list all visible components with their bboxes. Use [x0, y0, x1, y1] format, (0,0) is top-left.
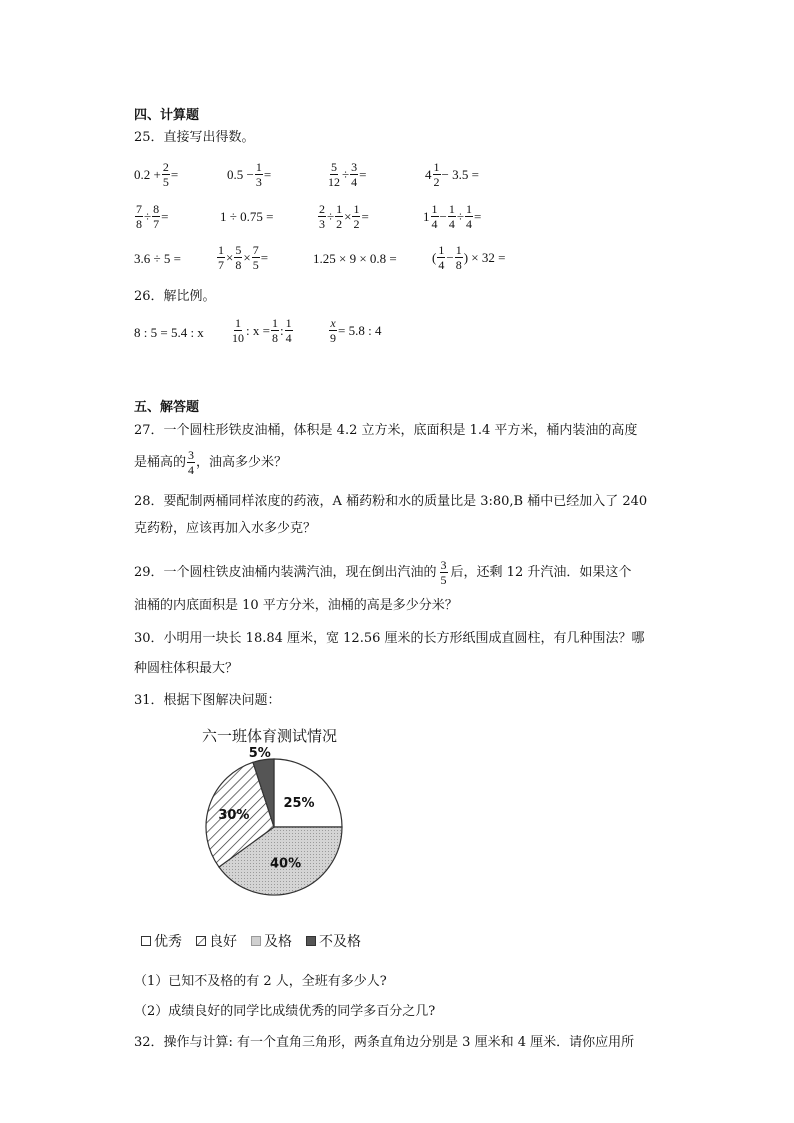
proportion-2: $\frac{1}{10}$ : x = $\frac{1}{8}$ : $\frac{1}{4}$	[232, 316, 292, 345]
expr-9: 3.6 ÷ 5 =	[134, 251, 181, 266]
section-4-title: 四、计算题	[134, 108, 200, 123]
pie-chart	[190, 740, 370, 910]
pie-label-fail: 5%	[248, 746, 271, 761]
legend-label-good: 良好	[209, 934, 237, 950]
question-31-sub-2: （2）成绩良好的同学比成绩优秀的同学多百分之几?	[134, 1004, 436, 1019]
legend-swatch-fail	[306, 936, 316, 946]
question-32: 32．操作与计算: 有一个直角三角形，两条直角边分别是 3 厘米和 4 厘米．请你应用所	[134, 1035, 635, 1050]
expr-12: ( $\frac{1}{4}$ − $\frac{1}{8}$ ) × 32 =	[432, 243, 506, 272]
expr-5: $\frac{7}{8}$ ÷ $\frac{8}{7}$ =	[136, 202, 169, 231]
chart-legend	[141, 931, 361, 951]
pie-label-good: 30%	[218, 807, 250, 823]
expr-8: 1 $\frac{1}{4}$ − $\frac{1}{4}$ ÷ $\frac{1}{4}$ =	[423, 202, 482, 231]
expr-2: 0.5 − $\frac{1}{3}$ =	[227, 160, 272, 189]
expr-3: $\frac{5}{12}$ ÷ $\frac{3}{4}$ =	[328, 160, 367, 189]
question-25: 25．直接写出得数。	[134, 130, 255, 145]
expr-11: 1.25 × 9 × 0.8 =	[313, 251, 397, 266]
question-28-line-2: 克药粉，应该再加入水多少克？	[134, 521, 317, 536]
legend-swatch-good	[196, 936, 206, 946]
legend-swatch-pass	[251, 936, 261, 946]
proportion-3: $\frac{x}{9}$ = 5.8 : 4	[330, 316, 382, 345]
question-31: 31．根据下图解决问题：	[134, 693, 281, 708]
legend-item-pass	[251, 931, 292, 951]
expr-6: 1 ÷ 0.75 =	[220, 209, 274, 224]
legend-item-good	[196, 931, 237, 951]
pie-label-pass: 40%	[269, 856, 302, 872]
legend-swatch-excellent	[141, 936, 151, 946]
expr-10: $\frac{1}{7}$ × $\frac{5}{8}$ × $\frac{7}{5}$ =	[218, 243, 269, 272]
expr-4: 4 $\frac{1}{2}$ − 3.5 =	[425, 160, 479, 189]
expr-7: $\frac{2}{3}$ ÷ $\frac{1}{2}$ × $\frac{1}{2}$ =	[319, 202, 369, 231]
chart-title: 六一班体育测试情况	[202, 727, 338, 745]
legend-label-fail: 不及格	[319, 934, 361, 950]
legend-item-excellent	[141, 931, 182, 951]
proportion-1: 8 : 5 = 5.4 : x	[134, 325, 204, 340]
legend-item-fail	[306, 931, 361, 951]
legend-label-excellent: 优秀	[154, 934, 182, 950]
question-30-line-1: 30．小明用一块长 18.84 厘米，宽 12.56 厘米的长方形纸围成直圆柱，有几种围法？哪	[134, 631, 645, 646]
question-27-line-1: 27．一个圆柱形铁皮油桶，体积是 4.2 立方米，底面积是 1.4 平方米，桶内装油的高度	[134, 423, 638, 438]
question-29-line-2: 油桶的内底面积是 10 平方分米，油桶的高是多少分米？	[134, 598, 458, 613]
expr-1: 0.2 + $\frac{2}{5}$ =	[134, 160, 179, 189]
pie-label-excellent: 25%	[283, 795, 315, 811]
question-30-line-2: 种圆柱体积最大？	[134, 661, 239, 676]
pie-slice-excellent	[274, 759, 342, 827]
question-26: 26．解比例。	[134, 289, 216, 304]
question-28-line-1: 28．要配制两桶同样浓度的药液，A 桶药粉和水的质量比是 3:80,B 桶中已经加入了 240	[134, 494, 648, 509]
question-31-sub-1: （1）已知不及格的有 2 人，全班有多少人?	[134, 974, 387, 989]
question-27-line-2: 是桶高的 $\frac{3}{4}$ ，油高多少米？	[134, 448, 288, 477]
question-29-line-1: 29．一个圆柱铁皮油桶内装满汽油，现在倒出汽油的 $\frac{3}{5}$ 后，还剩 12 升汽油．如果这个	[134, 558, 632, 587]
section-5-title: 五、解答题	[134, 400, 200, 415]
legend-label-pass: 及格	[264, 934, 292, 950]
